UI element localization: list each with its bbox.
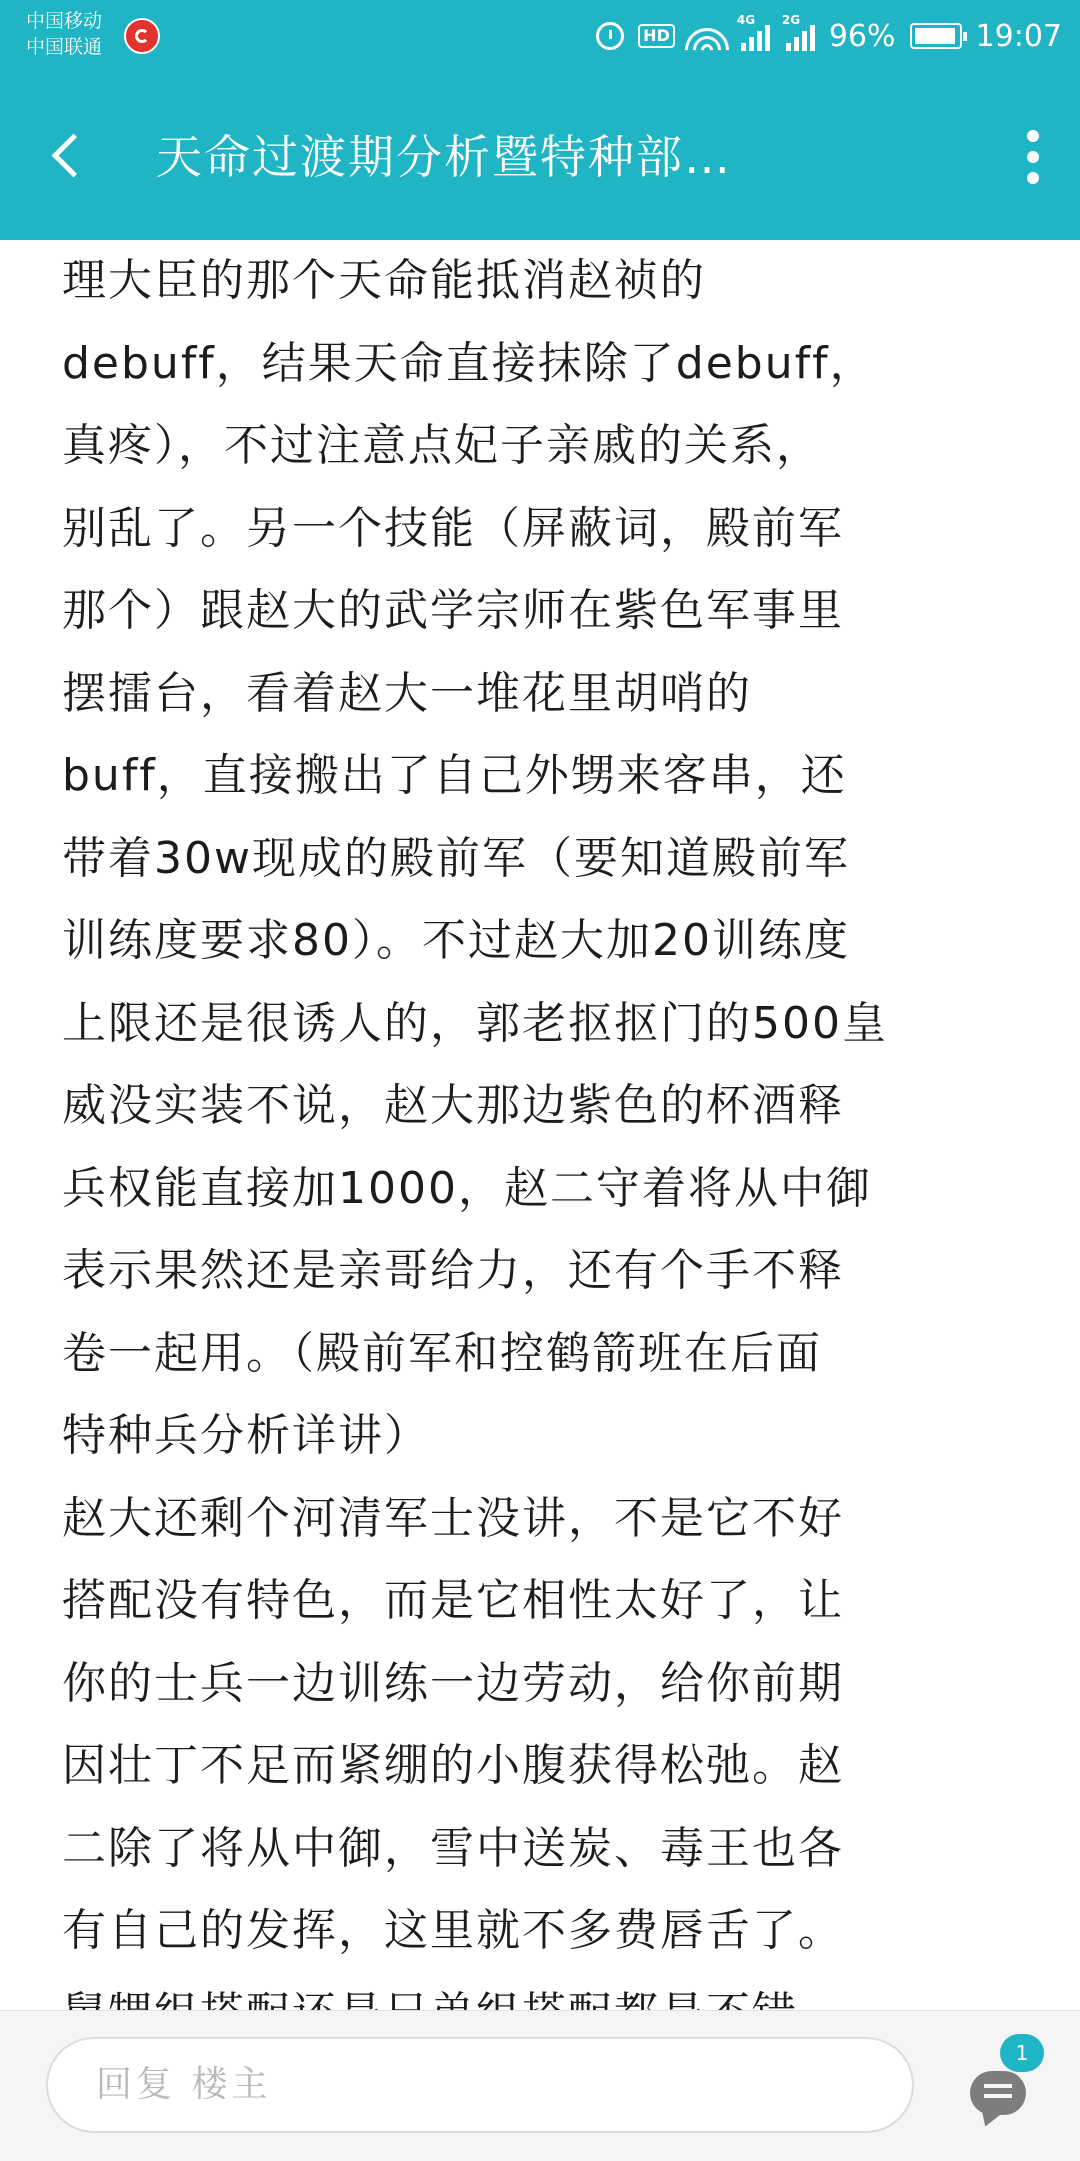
content-line: 真疼），不过注意点妃子亲戚的关系， [62,420,822,471]
status-icons [596,14,1062,58]
network-2-label: 2G [781,13,801,27]
content-line: 理大臣的那个天命能抵消赵祯的 [62,255,706,306]
hd-icon: HD [638,24,675,48]
carrier-2-label: 中国联通 [26,36,103,58]
content-line: buff，直接搬出了自己外甥来客串，还 [62,750,847,801]
content-line: 你的士兵一边训练一边劳动，给你前期 [62,1657,844,1709]
reply-bar [0,2010,1080,2161]
content-line: 赵大还剩个河清军士没讲，不是它不好 [62,1492,844,1544]
title-bar [0,74,1080,240]
content-line: 别乱了。另一个技能（屏蔽词，殿前军 [62,502,844,554]
network-1-label: 4G [736,13,756,27]
page-title: 天命过渡期分析暨特种部… [156,130,732,184]
content-line: 上限还是很诱人的，郭老抠抠门的500皇 [62,997,888,1049]
clock: 19:07 [975,18,1062,54]
comments-button[interactable] [970,2065,1032,2127]
more-dot-icon [1027,151,1039,163]
content-line: 因壮丁不足而紧绷的小腹获得松弛。赵 [62,1740,844,1791]
more-dot-icon [1027,130,1039,142]
battery-icon [910,23,962,49]
signal-1-icon [736,13,770,51]
comment-count-badge: 1 [1000,2034,1044,2072]
content-line: 特种兵分析详讲） [62,1410,430,1461]
signal-2-icon [781,13,815,51]
battery-percent: 96% [828,18,896,54]
netease-music-icon [124,18,160,54]
alarm-icon [596,22,624,50]
carrier-1-label: 中国移动 [26,10,103,32]
content-line: 摆擂台，看着赵大一堆花里胡哨的 [62,667,752,719]
content-line: 兵权能直接加1000，赵二守着将从中御 [62,1162,872,1214]
content-line: 训练度要求80）。不过赵大加20训练度 [62,915,850,966]
content-line: 威没实装不说，赵大那边紫色的杯酒释 [62,1080,844,1131]
comment-icon [970,2071,1026,2115]
content-line: 卷一起用。（殿前军和控鹤箭班在后面 [62,1327,822,1379]
more-dot-icon [1027,172,1039,184]
content-line: 搭配没有特色，而是它相性太好了，让 [62,1575,844,1626]
back-button[interactable] [40,120,110,194]
content-line: debuff，结果天命直接抹除了debuff， [62,337,876,389]
reply-input[interactable]: 回复 楼主 [46,2037,914,2133]
content-line: 那个）跟赵大的武学宗师在紫色军事里 [62,585,844,636]
content-line: 有自己的发挥，这里就不多费唇舌了。 [62,1905,844,1956]
wifi-icon [689,22,725,50]
content-line: 带着30w现成的殿前军（要知道殿前军 [62,832,850,884]
carrier-info [26,8,102,60]
more-options-button[interactable] [1008,120,1058,194]
post-content [62,240,1022,2010]
content-line: 表示果然还是亲哥给力，还有个手不释 [62,1245,844,1296]
content-line: 二除了将从中御，雪中送炭、毒王也各 [62,1822,844,1874]
status-bar [0,0,1080,74]
